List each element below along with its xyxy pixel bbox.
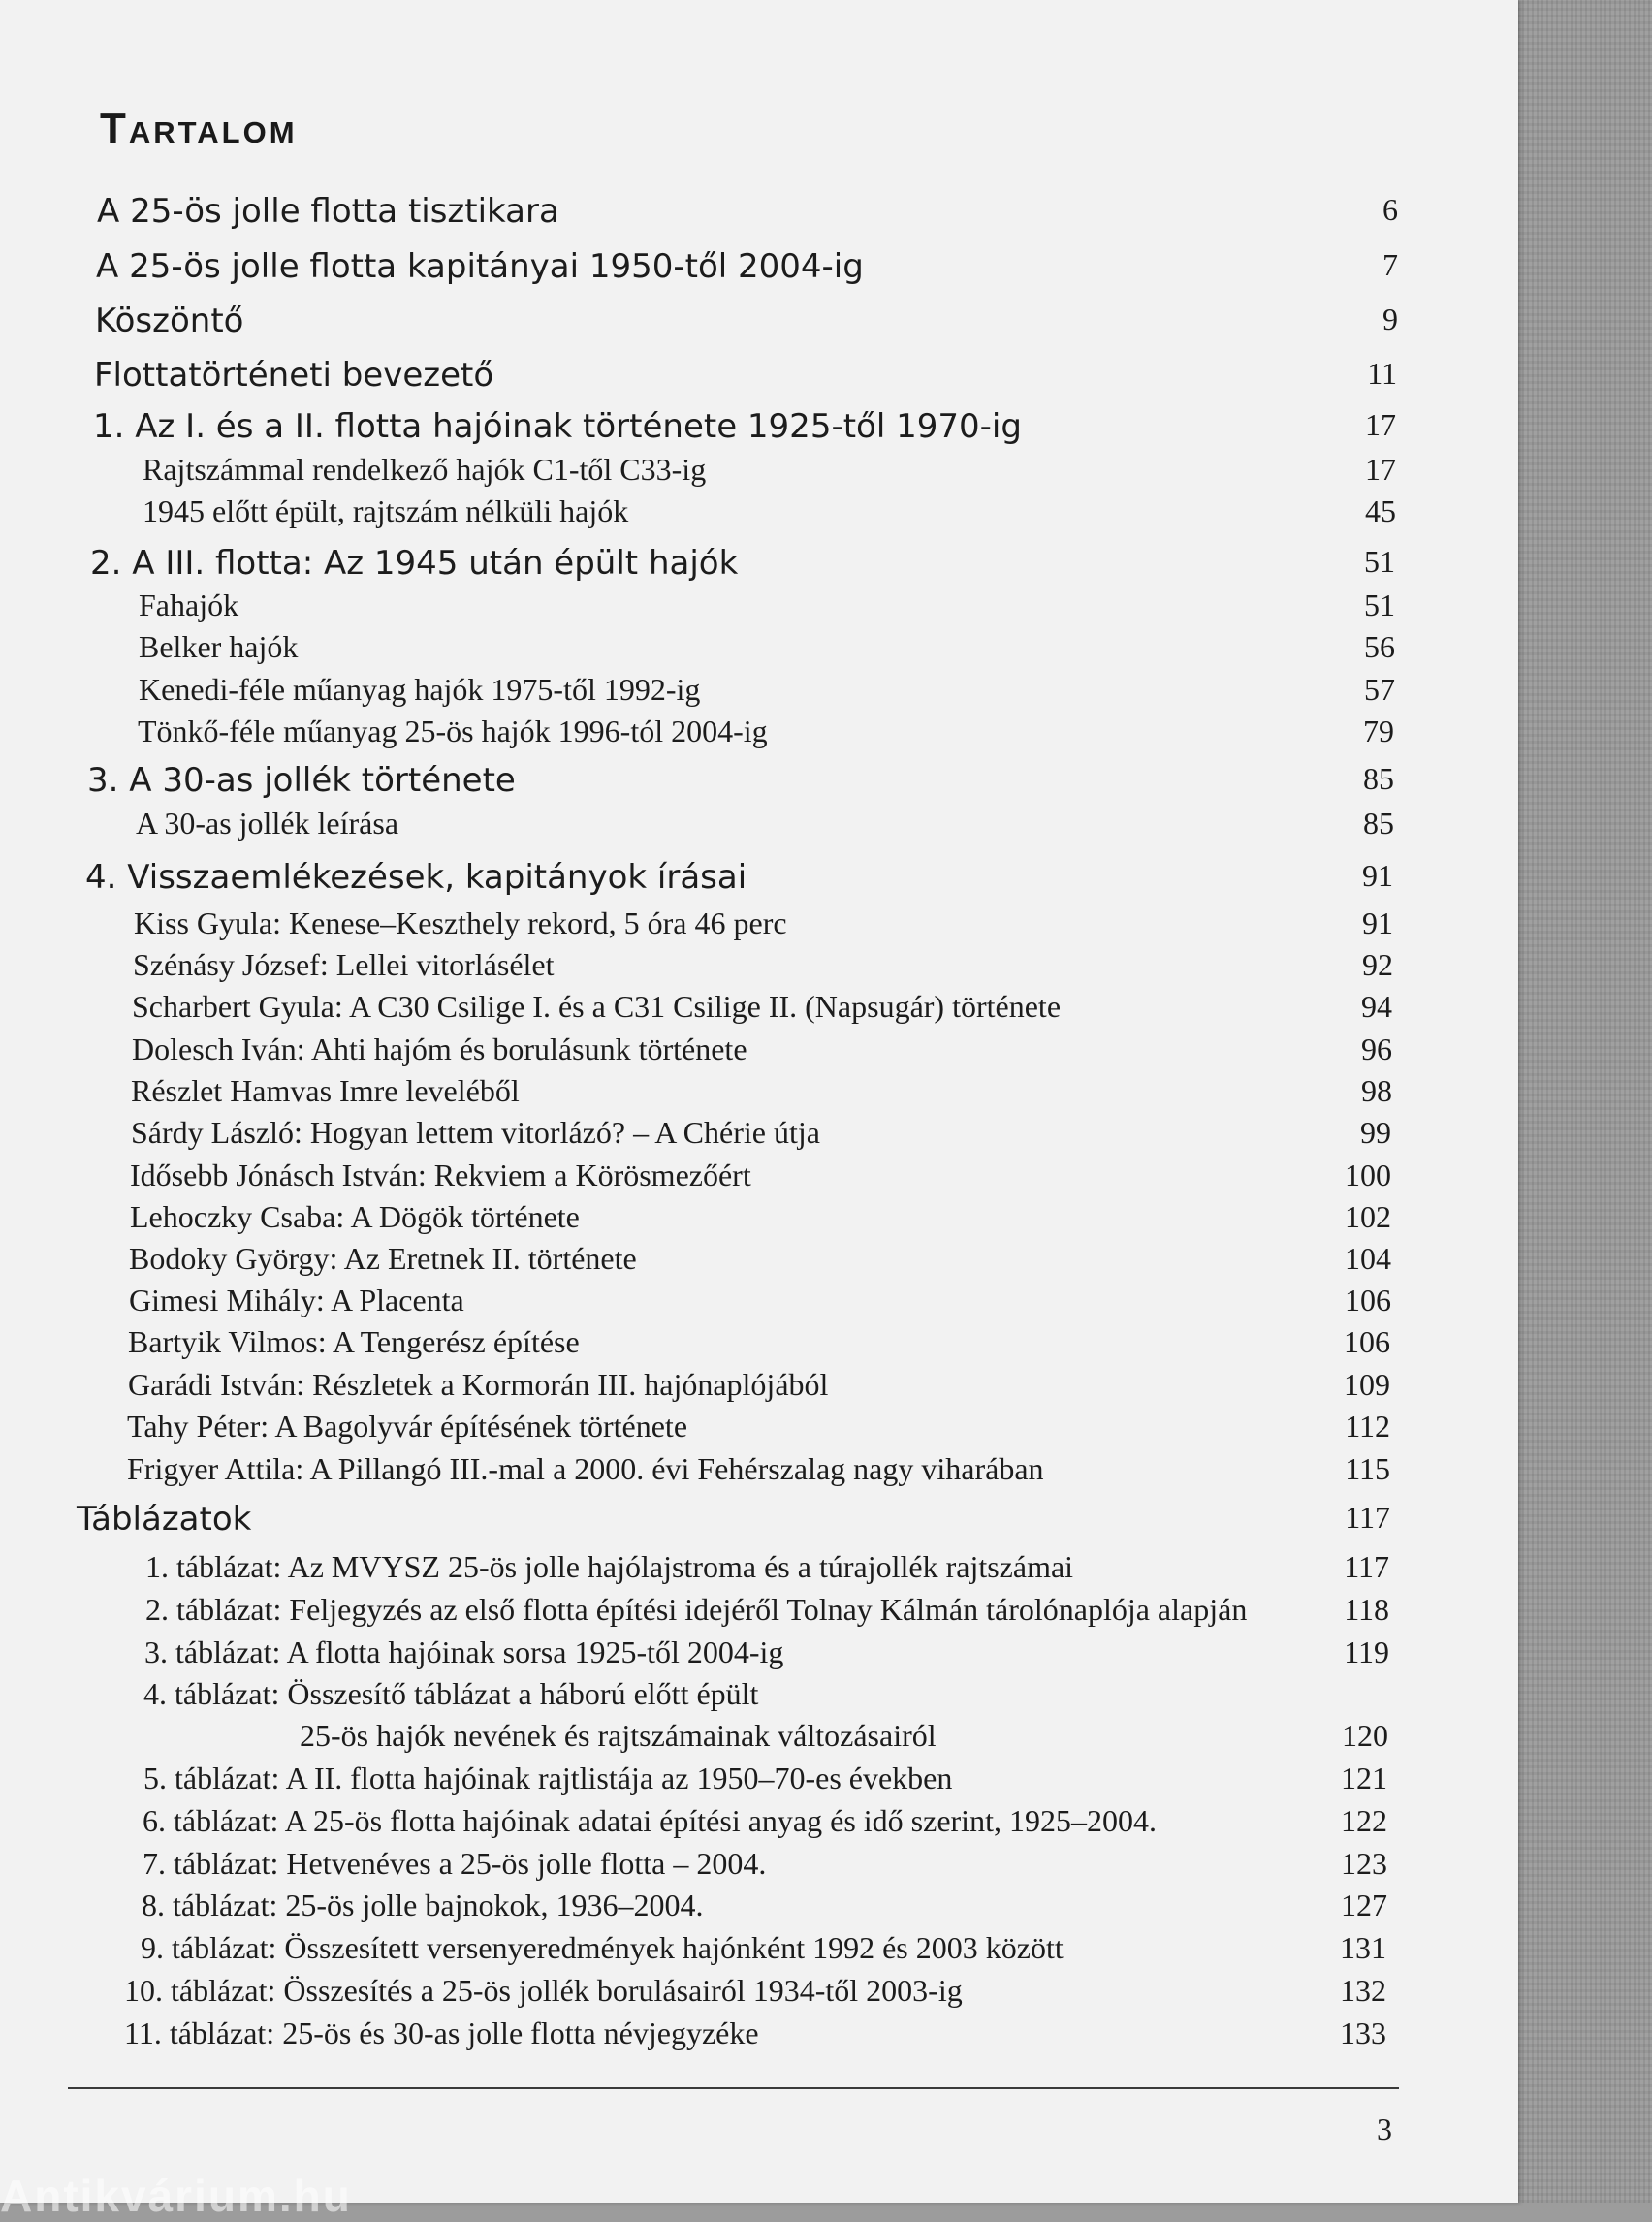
toc-entry xyxy=(131,1115,1391,1152)
toc-entry xyxy=(144,1635,1389,1671)
toc-entry xyxy=(93,407,1396,448)
toc-entry-title: Frigyer Attila: A Pillangó III.-mal a 2000. évi Fehérszalag nagy viharában xyxy=(127,1451,1044,1486)
toc-entry xyxy=(90,544,1395,585)
toc-entry-page: 56 xyxy=(1364,629,1395,664)
toc-entry-title: Részlet Hamvas Imre leveléből xyxy=(131,1073,520,1108)
toc-entry xyxy=(127,1451,1390,1488)
toc-entry xyxy=(143,1846,1387,1883)
toc-entry-title: Gimesi Mihály: A Placenta xyxy=(129,1283,464,1317)
toc-entry xyxy=(132,1032,1392,1068)
toc-entry-title: Tönkő-féle műanyag 25-ös hajók 1996-tól 2004-ig xyxy=(138,714,768,748)
toc-entry xyxy=(95,302,1398,342)
toc-entry xyxy=(133,947,1393,984)
toc-entry-title: 3. A 30-as jollék története xyxy=(87,761,516,800)
toc-entry-title: 25-ös hajók nevének és rajtszámainak változásairól xyxy=(300,1718,937,1753)
toc-entry xyxy=(143,1761,1387,1797)
toc-entry-title: 5. táblázat: A II. flotta hajóinak rajtlistája az 1950–70-es években xyxy=(143,1761,953,1795)
toc-entry-title: A 25-ös jolle flotta tisztikara xyxy=(97,192,559,231)
toc-entry-page: 11 xyxy=(1367,356,1397,391)
toc-entry-page: 112 xyxy=(1345,1409,1390,1444)
toc-entry xyxy=(143,493,1396,530)
toc-entry xyxy=(129,1283,1391,1319)
toc-entry xyxy=(143,1803,1387,1840)
toc-entry xyxy=(124,2016,1386,2052)
toc-entry-page: 104 xyxy=(1345,1241,1391,1276)
toc-entry xyxy=(141,1930,1386,1967)
toc-entry-page: 122 xyxy=(1341,1803,1387,1838)
toc-entry-title: 9. táblázat: Összesített versenyeredmények hajónként 1992 és 2003 között xyxy=(141,1930,1064,1965)
toc-entry-page: 92 xyxy=(1362,947,1393,982)
toc-entry-title: Fahajók xyxy=(139,587,239,622)
toc-entry-title: 4. táblázat: Összesítő táblázat a háború előtt épült xyxy=(143,1676,759,1711)
toc-entry-title: 1. Az I. és a II. flotta hajóinak története 1925-től 1970-ig xyxy=(93,407,1022,446)
toc-entry xyxy=(85,858,1393,899)
toc-entry xyxy=(128,1324,1390,1361)
toc-entry xyxy=(134,905,1393,942)
toc-entry xyxy=(143,452,1396,489)
toc-entry xyxy=(128,1367,1390,1404)
toc-entry-title: Szénásy József: Lellei vitorlásélet xyxy=(133,947,555,982)
toc-entry-page: 96 xyxy=(1361,1032,1392,1066)
toc-entry-title: Dolesch Iván: Ahti hajóm és borulásunk története xyxy=(132,1032,747,1066)
toc-entry-page: 6 xyxy=(1382,192,1398,227)
toc-entry-title: A 30-as jollék leírása xyxy=(136,806,399,841)
toc-entry-title: A 25-ös jolle flotta kapitányai 1950-től 2004-ig xyxy=(96,247,864,286)
toc-entry xyxy=(300,1718,1388,1755)
toc-entry-title: 6. táblázat: A 25-ös flotta hajóinak adatai építési anyag és idő szerint, 1925–2004. xyxy=(143,1803,1157,1838)
page-number: 3 xyxy=(1377,2111,1392,2146)
toc-entry-title: Rajtszámmal rendelkező hajók C1-től C33-ig xyxy=(143,452,707,487)
toc-entry-title: 1945 előtt épült, rajtszám nélküli hajók xyxy=(143,493,629,528)
toc-entry-page: 119 xyxy=(1344,1635,1389,1669)
toc-entry xyxy=(139,629,1395,666)
toc-entry xyxy=(96,247,1398,288)
toc-entry-page: 100 xyxy=(1345,1158,1391,1192)
toc-entry xyxy=(145,1592,1389,1629)
toc-entry-page: 85 xyxy=(1363,806,1394,841)
toc-entry xyxy=(139,672,1395,709)
toc-entry-page: 57 xyxy=(1364,672,1395,707)
toc-entry-title: 10. táblázat: Összesítés a 25-ös jollék borulásairól 1934-től 2003-ig xyxy=(124,1973,963,2008)
toc-entry-page: 79 xyxy=(1363,714,1394,748)
page-title: Tartalom xyxy=(100,105,298,152)
toc-entry-page: 91 xyxy=(1362,858,1393,893)
toc-entry-title: Garádi István: Részletek a Kormorán III. hajónaplójából xyxy=(128,1367,829,1402)
toc-entry-title: Lehoczky Csaba: A Dögök története xyxy=(130,1199,580,1234)
toc-entry xyxy=(130,1199,1391,1236)
watermark: Antikvárium.hu xyxy=(0,2171,352,2221)
toc-entry-page: 45 xyxy=(1365,493,1396,528)
toc-entry-page: 94 xyxy=(1361,989,1392,1024)
toc-entry-page: 133 xyxy=(1340,2016,1386,2050)
toc-entry-page: 91 xyxy=(1362,905,1393,940)
toc-entry-title: Kiss Gyula: Kenese–Keszthely rekord, 5 óra 46 perc xyxy=(134,905,787,940)
toc-entry-title: Sárdy László: Hogyan lettem vitorlázó? – A Chérie útja xyxy=(131,1115,820,1150)
toc-entry-page: 85 xyxy=(1363,761,1394,796)
toc-entry-title: 4. Visszaemlékezések, kapitányok írásai xyxy=(85,858,747,897)
toc-entry-title: Köszöntő xyxy=(95,302,244,340)
toc-entry-page: 106 xyxy=(1344,1324,1390,1359)
toc-entry-title: Idősebb Jónásch István: Rekviem a Körösmezőért xyxy=(130,1158,751,1192)
toc-entry-page: 120 xyxy=(1342,1718,1388,1753)
toc-entry xyxy=(142,1888,1387,1924)
toc-entry xyxy=(136,806,1394,842)
toc-entry-title: 8. táblázat: 25-ös jolle bajnokok, 1936–2004. xyxy=(142,1888,704,1922)
toc-entry xyxy=(97,192,1398,233)
toc-entry-page: 17 xyxy=(1365,452,1396,487)
toc-entry-page: 117 xyxy=(1345,1500,1390,1535)
toc-entry-page: 102 xyxy=(1345,1199,1391,1234)
background-surface xyxy=(1517,0,1652,2203)
toc-entry-title: 7. táblázat: Hetvenéves a 25-ös jolle flotta – 2004. xyxy=(143,1846,767,1881)
toc-entry-page: 106 xyxy=(1345,1283,1391,1317)
toc-entry-page: 98 xyxy=(1361,1073,1392,1108)
toc-entry xyxy=(124,1973,1386,2010)
toc-entry xyxy=(127,1409,1390,1445)
toc-entry-page: 123 xyxy=(1341,1846,1387,1881)
toc-entry-page: 51 xyxy=(1364,544,1395,579)
toc-entry xyxy=(143,1676,1388,1713)
toc-entry-page: 115 xyxy=(1345,1451,1390,1486)
toc-entry xyxy=(94,356,1397,397)
toc-entry-page: 9 xyxy=(1382,302,1398,336)
toc-entry xyxy=(77,1500,1390,1540)
toc-entry-title: 2. táblázat: Feljegyzés az első flotta építési idejéről Tolnay Kálmán tárolónaplója alapján xyxy=(145,1592,1248,1627)
toc-entry xyxy=(131,1073,1392,1110)
toc-entry-title: 2. A III. flotta: Az 1945 után épült hajók xyxy=(90,544,739,583)
toc-entry xyxy=(139,587,1395,624)
toc-entry-page: 117 xyxy=(1344,1549,1389,1584)
toc-entry xyxy=(145,1549,1389,1586)
toc-entry-page: 99 xyxy=(1360,1115,1391,1150)
toc-entry-page: 127 xyxy=(1341,1888,1387,1922)
toc-entry-page: 118 xyxy=(1344,1592,1389,1627)
footer-rule xyxy=(68,2087,1399,2089)
toc-entry-page: 132 xyxy=(1340,1973,1386,2008)
toc-entry xyxy=(87,761,1394,802)
toc-entry-page: 51 xyxy=(1364,587,1395,622)
toc-entry-page: 121 xyxy=(1341,1761,1387,1795)
toc-entry-page: 131 xyxy=(1340,1930,1386,1965)
toc-entry-title: Tahy Péter: A Bagolyvár építésének története xyxy=(127,1409,688,1444)
toc-entry-title: Bodoky György: Az Eretnek II. története xyxy=(129,1241,637,1276)
toc-entry xyxy=(129,1241,1391,1278)
toc-entry xyxy=(130,1158,1391,1194)
toc-entry-page: 17 xyxy=(1365,407,1396,442)
toc-entry-page: 7 xyxy=(1382,247,1398,282)
toc-entry-title: Kenedi-féle műanyag hajók 1975-től 1992-ig xyxy=(139,672,701,707)
toc-entry-title: Flottatörténeti bevezető xyxy=(94,356,494,395)
toc-entry-title: Scharbert Gyula: A C30 Csilige I. és a C31 Csilige II. (Napsugár) története xyxy=(132,989,1062,1024)
toc-entry-title: 3. táblázat: A flotta hajóinak sorsa 1925-től 2004-ig xyxy=(144,1635,784,1669)
toc-entry-title: 1. táblázat: Az MVYSZ 25-ös jolle hajólajstroma és a túrajollék rajtszámai xyxy=(145,1549,1074,1584)
toc-entry-title: Bartyik Vilmos: A Tengerész építése xyxy=(128,1324,580,1359)
toc-entry-title: Táblázatok xyxy=(77,1500,252,1539)
toc-entry-title: 11. táblázat: 25-ös és 30-as jolle flotta névjegyzéke xyxy=(124,2016,759,2050)
toc-entry-title: Belker hajók xyxy=(139,629,299,664)
toc-entry xyxy=(138,714,1394,750)
toc-entry-page: 109 xyxy=(1344,1367,1390,1402)
toc-entry xyxy=(132,989,1392,1026)
